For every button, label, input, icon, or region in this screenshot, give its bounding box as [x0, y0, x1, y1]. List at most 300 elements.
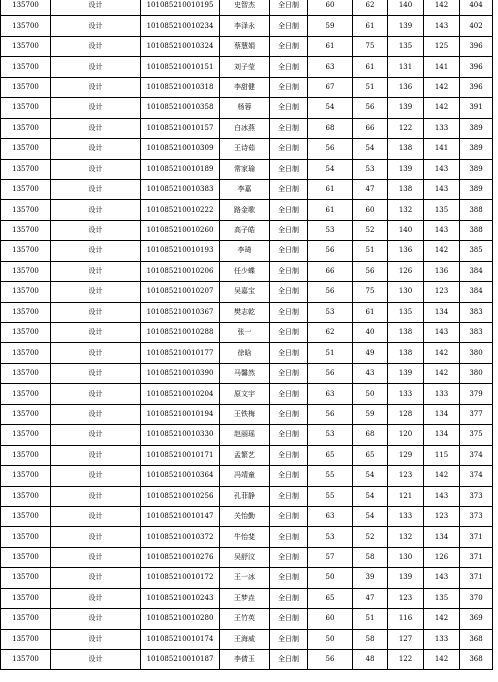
subject2-score-cell: 134	[424, 404, 460, 424]
subject2-score-cell: 123	[424, 282, 460, 302]
study-mode-cell: 全日制	[270, 547, 308, 567]
politics-score-cell: 53	[308, 302, 353, 322]
exam-id-cell: 101085210010309	[141, 139, 220, 159]
major-name-cell: 设计	[51, 220, 141, 240]
subject2-score-cell: 142	[424, 241, 460, 261]
major-name-cell: 设计	[51, 466, 141, 486]
subject1-score-cell: 132	[388, 200, 424, 220]
major-code-cell: 135700	[1, 527, 51, 547]
study-mode-cell: 全日制	[270, 486, 308, 506]
major-code-cell: 135700	[1, 425, 51, 445]
politics-score-cell: 67	[308, 77, 353, 97]
exam-id-cell: 101085210010372	[141, 527, 220, 547]
major-code-cell: 135700	[1, 404, 51, 424]
english-score-cell: 56	[353, 98, 388, 118]
exam-id-cell: 101085210010276	[141, 547, 220, 567]
subject2-score-cell: 133	[424, 118, 460, 138]
english-score-cell: 54	[353, 139, 388, 159]
study-mode-cell: 全日制	[270, 16, 308, 36]
table-row	[1, 179, 493, 199]
subject1-score-cell: 140	[388, 0, 424, 16]
subject1-score-cell: 136	[388, 77, 424, 97]
subject1-score-cell: 135	[388, 302, 424, 322]
major-code-cell: 135700	[1, 506, 51, 526]
subject1-score-cell: 138	[388, 179, 424, 199]
politics-score-cell: 59	[308, 16, 353, 36]
total-score-cell: 379	[460, 384, 493, 404]
english-score-cell: 58	[353, 629, 388, 649]
candidate-name-cell: 赵丽瑶	[220, 425, 270, 445]
exam-id-cell: 101085210010172	[141, 568, 220, 588]
study-mode-cell: 全日制	[270, 609, 308, 629]
exam-id-cell: 101085210010151	[141, 57, 220, 77]
subject2-score-cell: 141	[424, 57, 460, 77]
total-score-cell: 383	[460, 323, 493, 343]
subject1-score-cell: 123	[388, 588, 424, 608]
exam-id-cell: 101085210010318	[141, 77, 220, 97]
english-score-cell: 61	[353, 57, 388, 77]
major-code-cell: 135700	[1, 486, 51, 506]
subject1-score-cell: 139	[388, 98, 424, 118]
table-row	[1, 363, 493, 383]
total-score-cell: 380	[460, 343, 493, 363]
subject2-score-cell: 143	[424, 486, 460, 506]
subject2-score-cell: 142	[424, 650, 460, 670]
table-body	[1, 0, 493, 670]
subject2-score-cell: 125	[424, 36, 460, 56]
politics-score-cell: 57	[308, 547, 353, 567]
total-score-cell: 396	[460, 57, 493, 77]
major-code-cell: 135700	[1, 547, 51, 567]
exam-id-cell: 101085210010324	[141, 36, 220, 56]
total-score-cell: 384	[460, 261, 493, 281]
english-score-cell: 60	[353, 200, 388, 220]
study-mode-cell: 全日制	[270, 343, 308, 363]
subject2-score-cell: 143	[424, 568, 460, 588]
study-mode-cell: 全日制	[270, 159, 308, 179]
table-row	[1, 527, 493, 547]
candidate-name-cell: 路金歌	[220, 200, 270, 220]
major-code-cell: 135700	[1, 179, 51, 199]
english-score-cell: 54	[353, 466, 388, 486]
total-score-cell: 389	[460, 179, 493, 199]
major-name-cell: 设计	[51, 425, 141, 445]
major-code-cell: 135700	[1, 323, 51, 343]
politics-score-cell: 62	[308, 323, 353, 343]
politics-score-cell: 65	[308, 445, 353, 465]
table-row	[1, 384, 493, 404]
total-score-cell: 391	[460, 98, 493, 118]
table-row	[1, 445, 493, 465]
total-score-cell: 396	[460, 77, 493, 97]
exam-id-cell: 101085210010207	[141, 282, 220, 302]
exam-id-cell: 101085210010243	[141, 588, 220, 608]
subject2-score-cell: 143	[424, 323, 460, 343]
candidate-name-cell: 张一	[220, 323, 270, 343]
major-name-cell: 设计	[51, 486, 141, 506]
politics-score-cell: 60	[308, 0, 353, 16]
subject1-score-cell: 132	[388, 527, 424, 547]
table-row	[1, 0, 493, 16]
study-mode-cell: 全日制	[270, 384, 308, 404]
exam-id-cell: 101085210010390	[141, 363, 220, 383]
study-mode-cell: 全日制	[270, 0, 308, 16]
table-row	[1, 425, 493, 445]
total-score-cell: 370	[460, 588, 493, 608]
major-code-cell: 135700	[1, 220, 51, 240]
english-score-cell: 48	[353, 650, 388, 670]
candidate-name-cell: 冯靖童	[220, 466, 270, 486]
subject2-score-cell: 135	[424, 200, 460, 220]
english-score-cell: 59	[353, 404, 388, 424]
politics-score-cell: 53	[308, 527, 353, 547]
english-score-cell: 75	[353, 36, 388, 56]
subject2-score-cell: 142	[424, 609, 460, 629]
subject2-score-cell: 115	[424, 445, 460, 465]
politics-score-cell: 66	[308, 261, 353, 281]
table-row	[1, 343, 493, 363]
major-name-cell: 设计	[51, 261, 141, 281]
english-score-cell: 56	[353, 261, 388, 281]
exam-id-cell: 101085210010222	[141, 200, 220, 220]
study-mode-cell: 全日制	[270, 650, 308, 670]
study-mode-cell: 全日制	[270, 425, 308, 445]
study-mode-cell: 全日制	[270, 200, 308, 220]
english-score-cell: 43	[353, 363, 388, 383]
table-row	[1, 588, 493, 608]
table-row	[1, 77, 493, 97]
politics-score-cell: 63	[308, 384, 353, 404]
table-row	[1, 241, 493, 261]
table-row	[1, 159, 493, 179]
exam-id-cell: 101085210010204	[141, 384, 220, 404]
exam-id-cell: 101085210010367	[141, 302, 220, 322]
english-score-cell: 52	[353, 220, 388, 240]
table-row	[1, 36, 493, 56]
major-code-cell: 135700	[1, 0, 51, 16]
major-name-cell: 设计	[51, 323, 141, 343]
politics-score-cell: 51	[308, 343, 353, 363]
subject2-score-cell: 143	[424, 159, 460, 179]
total-score-cell: 388	[460, 220, 493, 240]
total-score-cell: 385	[460, 241, 493, 261]
total-score-cell: 389	[460, 159, 493, 179]
candidate-name-cell: 杨蓉	[220, 98, 270, 118]
major-name-cell: 设计	[51, 527, 141, 547]
subject1-score-cell: 133	[388, 506, 424, 526]
major-code-cell: 135700	[1, 629, 51, 649]
english-score-cell: 51	[353, 241, 388, 261]
major-name-cell: 设计	[51, 629, 141, 649]
exam-id-cell: 101085210010147	[141, 506, 220, 526]
candidate-name-cell: 刘子莹	[220, 57, 270, 77]
table-row	[1, 486, 493, 506]
politics-score-cell: 68	[308, 118, 353, 138]
subject2-score-cell: 134	[424, 527, 460, 547]
subject2-score-cell: 135	[424, 588, 460, 608]
study-mode-cell: 全日制	[270, 445, 308, 465]
candidate-name-cell: 王竹英	[220, 609, 270, 629]
major-name-cell: 设计	[51, 547, 141, 567]
total-score-cell: 375	[460, 425, 493, 445]
exam-id-cell: 101085210010177	[141, 343, 220, 363]
major-name-cell: 设计	[51, 77, 141, 97]
candidate-name-cell: 徐晗	[220, 343, 270, 363]
exam-id-cell: 101085210010288	[141, 323, 220, 343]
candidate-name-cell: 王海威	[220, 629, 270, 649]
major-code-cell: 135700	[1, 139, 51, 159]
candidate-name-cell: 马馨然	[220, 363, 270, 383]
politics-score-cell: 54	[308, 98, 353, 118]
study-mode-cell: 全日制	[270, 629, 308, 649]
total-score-cell: 389	[460, 118, 493, 138]
candidate-name-cell: 常家瑜	[220, 159, 270, 179]
study-mode-cell: 全日制	[270, 466, 308, 486]
exam-id-cell: 101085210010189	[141, 159, 220, 179]
study-mode-cell: 全日制	[270, 261, 308, 281]
major-code-cell: 135700	[1, 118, 51, 138]
politics-score-cell: 63	[308, 506, 353, 526]
english-score-cell: 50	[353, 384, 388, 404]
english-score-cell: 61	[353, 302, 388, 322]
subject2-score-cell: 134	[424, 302, 460, 322]
major-name-cell: 设计	[51, 16, 141, 36]
major-name-cell: 设计	[51, 404, 141, 424]
major-code-cell: 135700	[1, 384, 51, 404]
candidate-name-cell: 吴嘉宝	[220, 282, 270, 302]
english-score-cell: 54	[353, 506, 388, 526]
subject1-score-cell: 126	[388, 261, 424, 281]
major-name-cell: 设计	[51, 568, 141, 588]
subject1-score-cell: 128	[388, 404, 424, 424]
table-row	[1, 57, 493, 77]
candidate-name-cell: 牛怡斐	[220, 527, 270, 547]
study-mode-cell: 全日制	[270, 241, 308, 261]
politics-score-cell: 55	[308, 486, 353, 506]
english-score-cell: 52	[353, 527, 388, 547]
study-mode-cell: 全日制	[270, 179, 308, 199]
subject1-score-cell: 131	[388, 57, 424, 77]
politics-score-cell: 50	[308, 568, 353, 588]
subject1-score-cell: 121	[388, 486, 424, 506]
table-row	[1, 629, 493, 649]
english-score-cell: 53	[353, 159, 388, 179]
table-row	[1, 466, 493, 486]
major-name-cell: 设计	[51, 302, 141, 322]
total-score-cell: 369	[460, 609, 493, 629]
table-row	[1, 609, 493, 629]
subject1-score-cell: 116	[388, 609, 424, 629]
total-score-cell: 371	[460, 547, 493, 567]
major-name-cell: 设计	[51, 588, 141, 608]
candidate-name-cell: 李琦	[220, 241, 270, 261]
subject2-score-cell: 123	[424, 506, 460, 526]
study-mode-cell: 全日制	[270, 98, 308, 118]
major-code-cell: 135700	[1, 261, 51, 281]
subject1-score-cell: 138	[388, 139, 424, 159]
major-name-cell: 设计	[51, 159, 141, 179]
study-mode-cell: 全日制	[270, 506, 308, 526]
english-score-cell: 61	[353, 16, 388, 36]
exam-id-cell: 101085210010256	[141, 486, 220, 506]
major-code-cell: 135700	[1, 466, 51, 486]
total-score-cell: 373	[460, 506, 493, 526]
exam-id-cell: 101085210010358	[141, 98, 220, 118]
study-mode-cell: 全日制	[270, 36, 308, 56]
major-code-cell: 135700	[1, 445, 51, 465]
subject2-score-cell: 142	[424, 0, 460, 16]
major-code-cell: 135700	[1, 36, 51, 56]
subject1-score-cell: 138	[388, 323, 424, 343]
major-code-cell: 135700	[1, 568, 51, 588]
english-score-cell: 62	[353, 0, 388, 16]
major-name-cell: 设计	[51, 650, 141, 670]
politics-score-cell: 61	[308, 179, 353, 199]
subject1-score-cell: 130	[388, 282, 424, 302]
table-row	[1, 650, 493, 670]
politics-score-cell: 50	[308, 629, 353, 649]
table-row	[1, 16, 493, 36]
study-mode-cell: 全日制	[270, 282, 308, 302]
exam-id-cell: 101085210010330	[141, 425, 220, 445]
politics-score-cell: 54	[308, 159, 353, 179]
total-score-cell: 371	[460, 568, 493, 588]
major-name-cell: 设计	[51, 506, 141, 526]
table-row	[1, 98, 493, 118]
major-name-cell: 设计	[51, 139, 141, 159]
total-score-cell: 371	[460, 527, 493, 547]
candidate-name-cell: 蔡慧娟	[220, 36, 270, 56]
politics-score-cell: 55	[308, 466, 353, 486]
subject2-score-cell: 143	[424, 220, 460, 240]
english-score-cell: 47	[353, 588, 388, 608]
politics-score-cell: 53	[308, 220, 353, 240]
major-code-cell: 135700	[1, 241, 51, 261]
table-row	[1, 118, 493, 138]
major-name-cell: 设计	[51, 98, 141, 118]
table-row	[1, 302, 493, 322]
study-mode-cell: 全日制	[270, 527, 308, 547]
table-row	[1, 323, 493, 343]
total-score-cell: 404	[460, 0, 493, 16]
study-mode-cell: 全日制	[270, 323, 308, 343]
subject2-score-cell: 133	[424, 629, 460, 649]
english-score-cell: 40	[353, 323, 388, 343]
subject1-score-cell: 139	[388, 159, 424, 179]
candidate-name-cell: 高子皓	[220, 220, 270, 240]
study-mode-cell: 全日制	[270, 404, 308, 424]
exam-id-cell: 101085210010187	[141, 650, 220, 670]
subject1-score-cell: 122	[388, 650, 424, 670]
major-name-cell: 设计	[51, 0, 141, 16]
subject2-score-cell: 136	[424, 261, 460, 281]
exam-id-cell: 101085210010174	[141, 629, 220, 649]
major-name-cell: 设计	[51, 118, 141, 138]
candidate-name-cell: 史智杰	[220, 0, 270, 16]
table-row	[1, 568, 493, 588]
total-score-cell: 368	[460, 629, 493, 649]
candidate-name-cell: 王梦垚	[220, 588, 270, 608]
exam-id-cell: 101085210010193	[141, 241, 220, 261]
exam-id-cell: 101085210010206	[141, 261, 220, 281]
major-code-cell: 135700	[1, 343, 51, 363]
major-code-cell: 135700	[1, 650, 51, 670]
exam-id-cell: 101085210010260	[141, 220, 220, 240]
major-code-cell: 135700	[1, 282, 51, 302]
major-code-cell: 135700	[1, 302, 51, 322]
subject1-score-cell: 140	[388, 220, 424, 240]
candidate-name-cell: 白冰燕	[220, 118, 270, 138]
study-mode-cell: 全日制	[270, 568, 308, 588]
english-score-cell: 68	[353, 425, 388, 445]
major-name-cell: 设计	[51, 343, 141, 363]
exam-id-cell: 101085210010195	[141, 0, 220, 16]
exam-id-cell: 101085210010364	[141, 466, 220, 486]
english-score-cell: 51	[353, 609, 388, 629]
subject2-score-cell: 142	[424, 363, 460, 383]
candidate-name-cell: 任少蝶	[220, 261, 270, 281]
major-code-cell: 135700	[1, 363, 51, 383]
subject2-score-cell: 134	[424, 425, 460, 445]
major-code-cell: 135700	[1, 16, 51, 36]
major-name-cell: 设计	[51, 384, 141, 404]
major-code-cell: 135700	[1, 588, 51, 608]
politics-score-cell: 65	[308, 588, 353, 608]
candidate-name-cell: 王铁梅	[220, 404, 270, 424]
english-score-cell: 54	[353, 486, 388, 506]
total-score-cell: 402	[460, 16, 493, 36]
major-code-cell: 135700	[1, 200, 51, 220]
candidate-name-cell: 原文宇	[220, 384, 270, 404]
english-score-cell: 65	[353, 445, 388, 465]
exam-id-cell: 101085210010234	[141, 16, 220, 36]
candidate-name-cell: 李甜健	[220, 77, 270, 97]
politics-score-cell: 56	[308, 139, 353, 159]
major-code-cell: 135700	[1, 159, 51, 179]
subject2-score-cell: 143	[424, 16, 460, 36]
candidate-name-cell: 樊志乾	[220, 302, 270, 322]
major-code-cell: 135700	[1, 57, 51, 77]
politics-score-cell: 61	[308, 36, 353, 56]
total-score-cell: 384	[460, 282, 493, 302]
politics-score-cell: 56	[308, 363, 353, 383]
total-score-cell: 374	[460, 445, 493, 465]
exam-id-cell: 101085210010194	[141, 404, 220, 424]
english-score-cell: 39	[353, 568, 388, 588]
table-row	[1, 282, 493, 302]
total-score-cell: 374	[460, 466, 493, 486]
total-score-cell: 368	[460, 650, 493, 670]
subject1-score-cell: 130	[388, 547, 424, 567]
candidate-name-cell: 孔菲静	[220, 486, 270, 506]
total-score-cell: 377	[460, 404, 493, 424]
subject2-score-cell: 143	[424, 179, 460, 199]
study-mode-cell: 全日制	[270, 588, 308, 608]
major-name-cell: 设计	[51, 200, 141, 220]
subject1-score-cell: 135	[388, 36, 424, 56]
major-name-cell: 设计	[51, 363, 141, 383]
total-score-cell: 383	[460, 302, 493, 322]
politics-score-cell: 61	[308, 200, 353, 220]
politics-score-cell: 56	[308, 282, 353, 302]
exam-id-cell: 101085210010157	[141, 118, 220, 138]
total-score-cell: 373	[460, 486, 493, 506]
study-mode-cell: 全日制	[270, 57, 308, 77]
major-name-cell: 设计	[51, 179, 141, 199]
subject1-score-cell: 139	[388, 363, 424, 383]
exam-id-cell: 101085210010171	[141, 445, 220, 465]
candidate-name-cell: 李泽永	[220, 16, 270, 36]
